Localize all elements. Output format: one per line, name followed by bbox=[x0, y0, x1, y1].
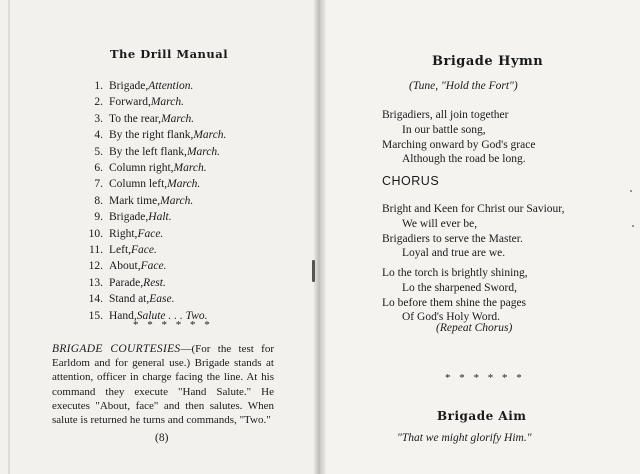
verse-line: We will ever be, bbox=[402, 217, 478, 230]
verse-line: In our battle song, bbox=[402, 123, 486, 136]
section-separator: * * * * * * bbox=[133, 319, 213, 331]
list-item: 9. Brigade, Halt. bbox=[94, 211, 172, 224]
list-item: 14. Stand at, Ease. bbox=[88, 293, 175, 306]
list-item: 4. By the right flank, March. bbox=[94, 129, 227, 142]
verse-line: Lo the torch is brightly shining, bbox=[382, 267, 528, 279]
chorus-label: CHORUS bbox=[382, 174, 440, 188]
verse-line: Brigadiers to serve the Master. bbox=[382, 232, 523, 245]
section-separator: * * * * * * bbox=[445, 372, 525, 384]
repeat-chorus-note: (Repeat Chorus) bbox=[436, 322, 513, 334]
list-item: 5. By the left flank, March. bbox=[94, 145, 221, 158]
list-item: 3. To the rear, March. bbox=[94, 112, 195, 125]
brigade-aim-title: Brigade Aim bbox=[437, 409, 527, 423]
verse-line: Of God's Holy Word. bbox=[402, 311, 501, 324]
list-item: 2. Forward, March. bbox=[94, 96, 184, 109]
hymn-chorus bbox=[382, 202, 565, 261]
list-item: 7. Column left, March. bbox=[94, 178, 201, 191]
hymn-verse-1 bbox=[382, 108, 535, 167]
drill-manual-title: The Drill Manual bbox=[110, 47, 229, 61]
list-item: 13. Parade, Rest. bbox=[88, 276, 166, 289]
verse-line: Bright and Keen for Christ our Saviour, bbox=[382, 203, 565, 215]
list-item: 10. Right, Face. bbox=[88, 227, 164, 240]
hymn-title: Brigade Hymn bbox=[432, 54, 544, 69]
list-item: 15. Hand, Salute . . . Two. bbox=[88, 309, 208, 322]
spine-mark bbox=[312, 260, 315, 282]
list-item: 8. Mark time, March. bbox=[94, 194, 194, 207]
list-item: 6. Column right, March. bbox=[94, 162, 207, 175]
verse-line: Although the road be long. bbox=[402, 153, 526, 166]
paper-speck bbox=[632, 225, 634, 227]
drill-command-list bbox=[82, 78, 226, 324]
verse-line: Brigadiers, all join together bbox=[382, 109, 509, 121]
list-item: 11. Left, Face. bbox=[89, 244, 157, 257]
list-item: 1. Brigade, Attention. bbox=[94, 80, 194, 92]
paper-speck bbox=[630, 190, 632, 192]
courtesies-body: —(For the test for Earldom and for general use.) Brigade stands at attention, officer in charge facing the line. At his command they execute "Hand Salute." He executes "About, face" and then salutes. When salute is returned he turns and commands, "Two." bbox=[52, 343, 274, 427]
verse-line: Lo before them shine the pages bbox=[382, 296, 527, 309]
hymn-tune: (Tune, "Hold the Fort") bbox=[409, 80, 518, 92]
book-spine bbox=[314, 0, 326, 474]
verse-line: Marching onward by God's grace bbox=[382, 138, 536, 151]
page-number: (8) bbox=[155, 432, 169, 444]
verse-line: Lo the sharpened Sword, bbox=[402, 281, 517, 294]
brigade-courtesies-paragraph bbox=[52, 342, 274, 427]
brigade-aim-quote: "That we might glorify Him." bbox=[397, 432, 532, 444]
hymn-verse-3 bbox=[382, 266, 528, 325]
verse-line: Loyal and true are we. bbox=[402, 247, 506, 260]
courtesies-heading: BRIGADE COURTESIES bbox=[52, 343, 181, 355]
list-item: 12. About, Face. bbox=[88, 260, 167, 273]
